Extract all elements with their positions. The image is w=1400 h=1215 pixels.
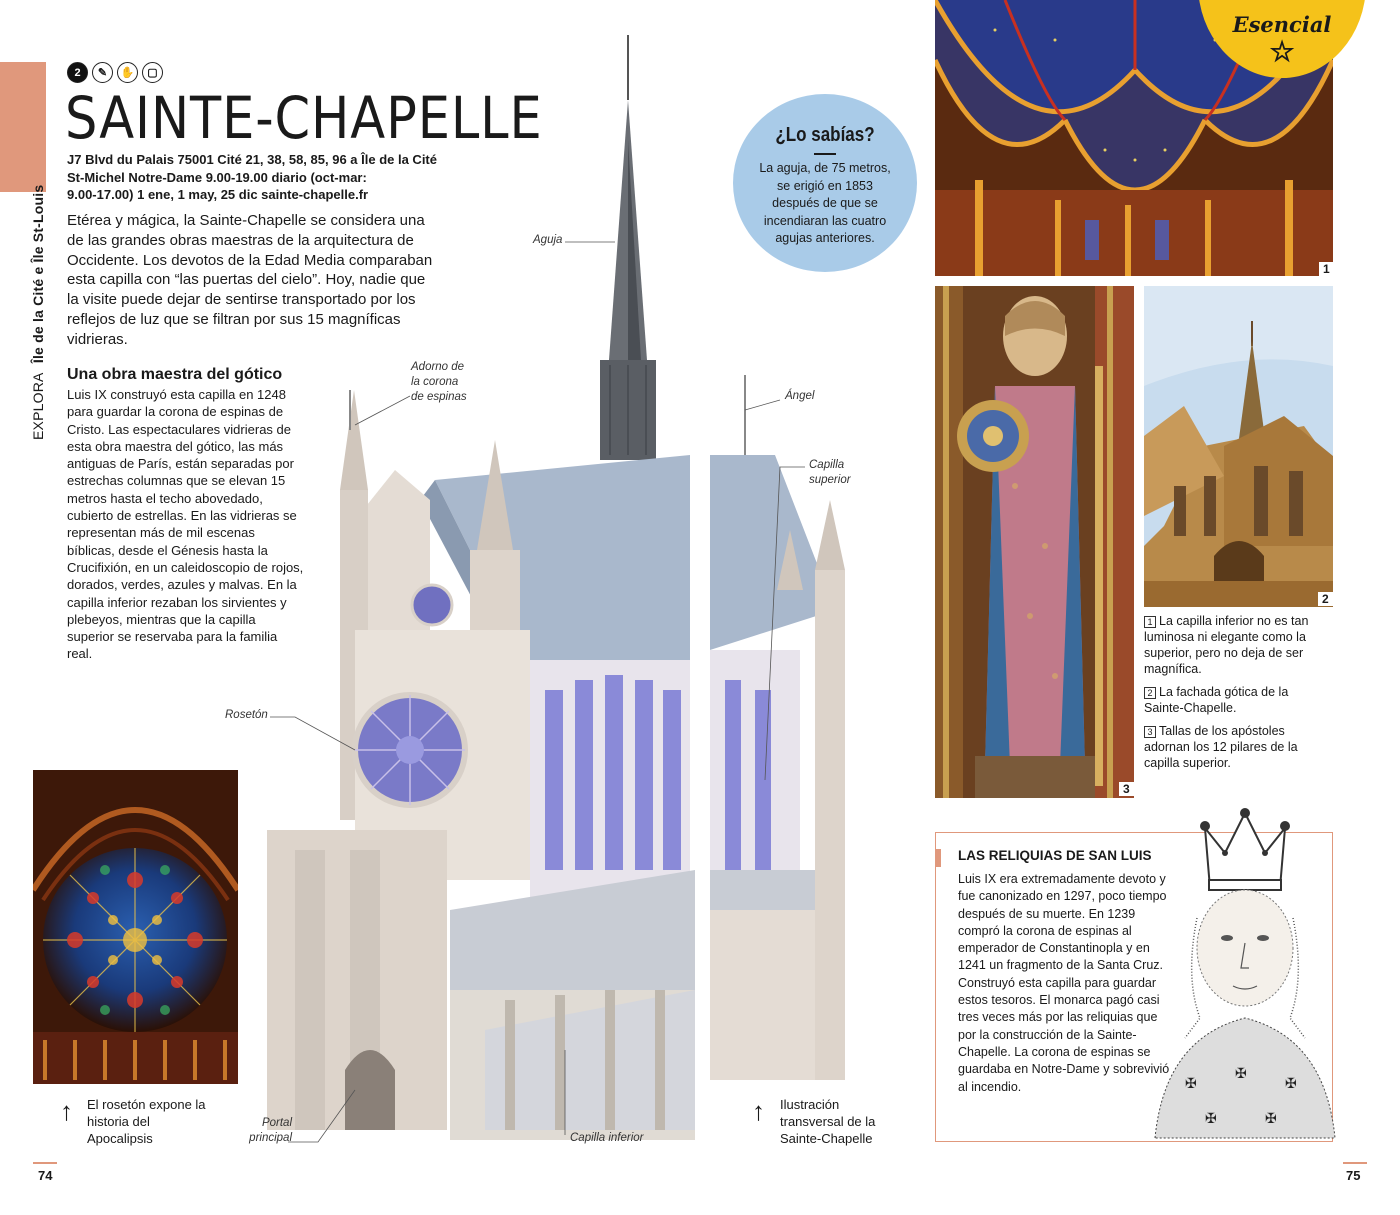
section-name: EXPLORA — [30, 373, 46, 440]
photo-apostle-statue — [935, 286, 1134, 798]
esencial-badge — [1198, 0, 1366, 78]
section-tab — [0, 62, 46, 192]
page-number-rule — [33, 1162, 57, 1164]
photo-number: 3 — [1119, 782, 1134, 796]
rose-caption: El rosetón expone la historia del Apocalipsis — [87, 1097, 206, 1146]
intro-paragraph: Etérea y mágica, la Sainte-Chapelle se considera una de las grandes obras maestras de la arquitectura de Occidente. Los devotos de la Edad Media comparaban esta capilla con “las puertas del cielo”. Hoy, nadie que la visite puede dejar de sentirse transportado por los reflejos de luz que se filtran por sus 15 magníficas vidrieras. — [67, 212, 433, 348]
info-line: 9.00-17.00) 1 ene, 1 may, 25 dic sainte-chapelle.fr — [67, 187, 369, 202]
svg-text:✠: ✠ — [1265, 1110, 1277, 1126]
label-capilla-superior: Capilla superior — [809, 459, 851, 486]
label-angel: Ángel — [785, 390, 815, 402]
section-heading: Una obra maestra del gótico — [67, 366, 283, 383]
label-adorno: Adorno de la corona de espinas — [411, 361, 467, 403]
photo-captions — [1144, 613, 1319, 778]
shop-icon: ▢ — [142, 62, 163, 83]
label-capilla-inferior: Capilla inferior — [570, 1132, 644, 1144]
svg-text:✠: ✠ — [1235, 1065, 1247, 1081]
access-icon: ✋ — [117, 62, 138, 83]
section-body: Luis IX construyó esta capilla en 1248 para guardar la corona de espinas de Cristo. Las espectaculares vidrieras de esta obra maestra del gótico, las más antiguas de París, están separadas por estrechas columnas que se elevan 15 metros hasta el techo abovedado, cubierto de estrellas. En las vidrieras se representan más de mil escenas bíblicas, desde el Génesis hasta la Crucifixión, en un caleidoscopio de rojos, dorados, verdes, azules y malvas. En la capilla inferior rezaban los sirvientes y plebeyos, mientras que la capilla superior se reservaba para la familia real. — [67, 387, 304, 662]
entry-number-badge: 2 — [67, 62, 88, 83]
arrow-up-icon: ↑ — [60, 1096, 73, 1126]
page-number-rule — [1343, 1162, 1367, 1164]
rose-window-photo — [33, 770, 238, 1084]
info-line: J7 Blvd du Palais 75001 Cité 21, 38, 58, 85, 96 a Île de la Cité — [67, 152, 437, 167]
illustration-caption: Ilustración transversal de la Sainte-Chapelle — [780, 1097, 876, 1146]
caption-item: 3 Tallas de los apóstoles adornan los 12 pilares de la capilla superior. — [1144, 724, 1298, 770]
esencial-label: Esencial — [1232, 12, 1332, 37]
arrow-up-icon: ↑ — [752, 1096, 765, 1126]
label-aguja: Aguja — [533, 234, 563, 246]
photo-number: 2 — [1318, 592, 1333, 606]
relics-body: Luis IX era extremadamente devoto y fue canonizado en 1297, poco tiempo después de su muerte. En 1239 compró la corona de espinas al emperador de Constantinopla y en 1241 un fragmento de la Santa Cruz. Construyó esta capilla para guardar estos tesoros. El monarca pagó casi tres veces más por las reliquias que por la construcción de la Sainte-Chapelle. La corona de espinas se guardaba en Notre-Dame y sobrevivió al incendio. — [958, 872, 1170, 1094]
page-number-right: 75 — [1346, 1168, 1361, 1183]
svg-text:✠: ✠ — [1285, 1075, 1297, 1091]
area-name: Île de la Cité e Île St-Louis — [30, 184, 46, 364]
did-you-know-bubble — [733, 94, 917, 272]
star-icon: ☆ — [1269, 35, 1295, 68]
divider — [814, 153, 836, 155]
saint-louis-portrait — [1145, 808, 1345, 1148]
page-title: SAINTE-CHAPELLE — [65, 84, 543, 152]
label-roseton: Rosetón — [225, 709, 268, 721]
accent-bar — [936, 849, 941, 867]
label-portal: Portal principal — [249, 1117, 292, 1144]
svg-text:✠: ✠ — [1185, 1075, 1197, 1091]
svg-text:✠: ✠ — [1205, 1110, 1217, 1126]
feature-badges — [67, 62, 163, 83]
photo-number: 1 — [1319, 262, 1333, 276]
caption-item: 2 La fachada gótica de la Sainte-Chapelle. — [1144, 685, 1289, 715]
caption-item: 1 La capilla inferior no es tan luminosa ni elegante como la superior, pero no deja de ser magnífica. — [1144, 614, 1309, 676]
photo-gothic-facade — [1144, 286, 1333, 607]
did-you-know-title: ¿Lo sabías? — [775, 124, 875, 146]
did-you-know-text: La aguja, de 75 metros, se erigió en 1853 después de que se incendiaran las cuatro agujas anteriores. — [759, 161, 891, 245]
info-line: St-Michel Notre-Dame 9.00-19.00 diario (oct-mar: — [67, 169, 367, 185]
page-number-left: 74 — [38, 1168, 53, 1183]
ticket-icon: ✎ — [92, 62, 113, 83]
relics-heading: LAS RELIQUIAS DE SAN LUIS — [958, 848, 1152, 863]
section-label — [30, 185, 46, 440]
